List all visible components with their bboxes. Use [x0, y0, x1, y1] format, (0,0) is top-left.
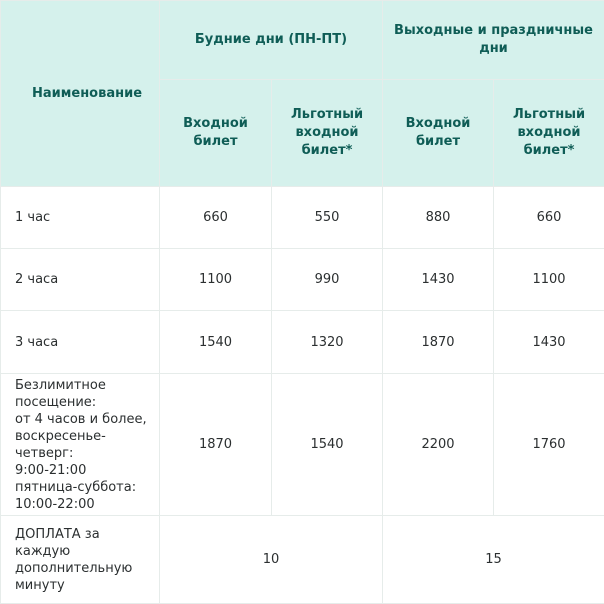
header-weekends: Выходные и праздничные дни	[383, 1, 604, 80]
header-weekend-discount: Льготный входной билет*	[494, 80, 604, 187]
price-cell: 1320	[272, 311, 383, 374]
header-name: Наименование	[1, 1, 160, 187]
price-cell: 1100	[160, 249, 272, 311]
table-row-surcharge	[1, 516, 604, 604]
price-cell: 15	[383, 516, 604, 604]
table-row	[1, 249, 604, 311]
price-cell: 1760	[494, 374, 604, 516]
price-cell: 2200	[383, 374, 494, 516]
table-row	[1, 187, 604, 249]
price-cell: 660	[494, 187, 604, 249]
price-cell: 550	[272, 187, 383, 249]
table-row	[1, 374, 604, 516]
price-cell: 1430	[383, 249, 494, 311]
price-cell: 990	[272, 249, 383, 311]
row-name: 3 часа	[1, 311, 160, 374]
table-row	[1, 311, 604, 374]
row-name: Безлимитное посещение: от 4 часов и более, воскресенье-четверг: 9:00-21:00 пятница-суббота: 10:00-22:00	[1, 374, 160, 516]
header-weekday-entry: Входной билет	[160, 80, 272, 187]
row-name: 1 час	[1, 187, 160, 249]
header-weekdays: Будние дни (ПН-ПТ)	[160, 1, 383, 80]
price-cell: 880	[383, 187, 494, 249]
price-cell: 1430	[494, 311, 604, 374]
row-name: 2 часа	[1, 249, 160, 311]
price-cell: 1870	[383, 311, 494, 374]
row-name: ДОПЛАТА за каждую дополнительную минуту	[1, 516, 160, 604]
price-cell: 10	[160, 516, 383, 604]
header-weekday-discount: Льготный входной билет*	[272, 80, 383, 187]
price-cell: 1540	[160, 311, 272, 374]
header-weekend-entry: Входной билет	[383, 80, 494, 187]
price-cell: 1540	[272, 374, 383, 516]
price-cell: 660	[160, 187, 272, 249]
price-cell: 1870	[160, 374, 272, 516]
price-cell: 1100	[494, 249, 604, 311]
